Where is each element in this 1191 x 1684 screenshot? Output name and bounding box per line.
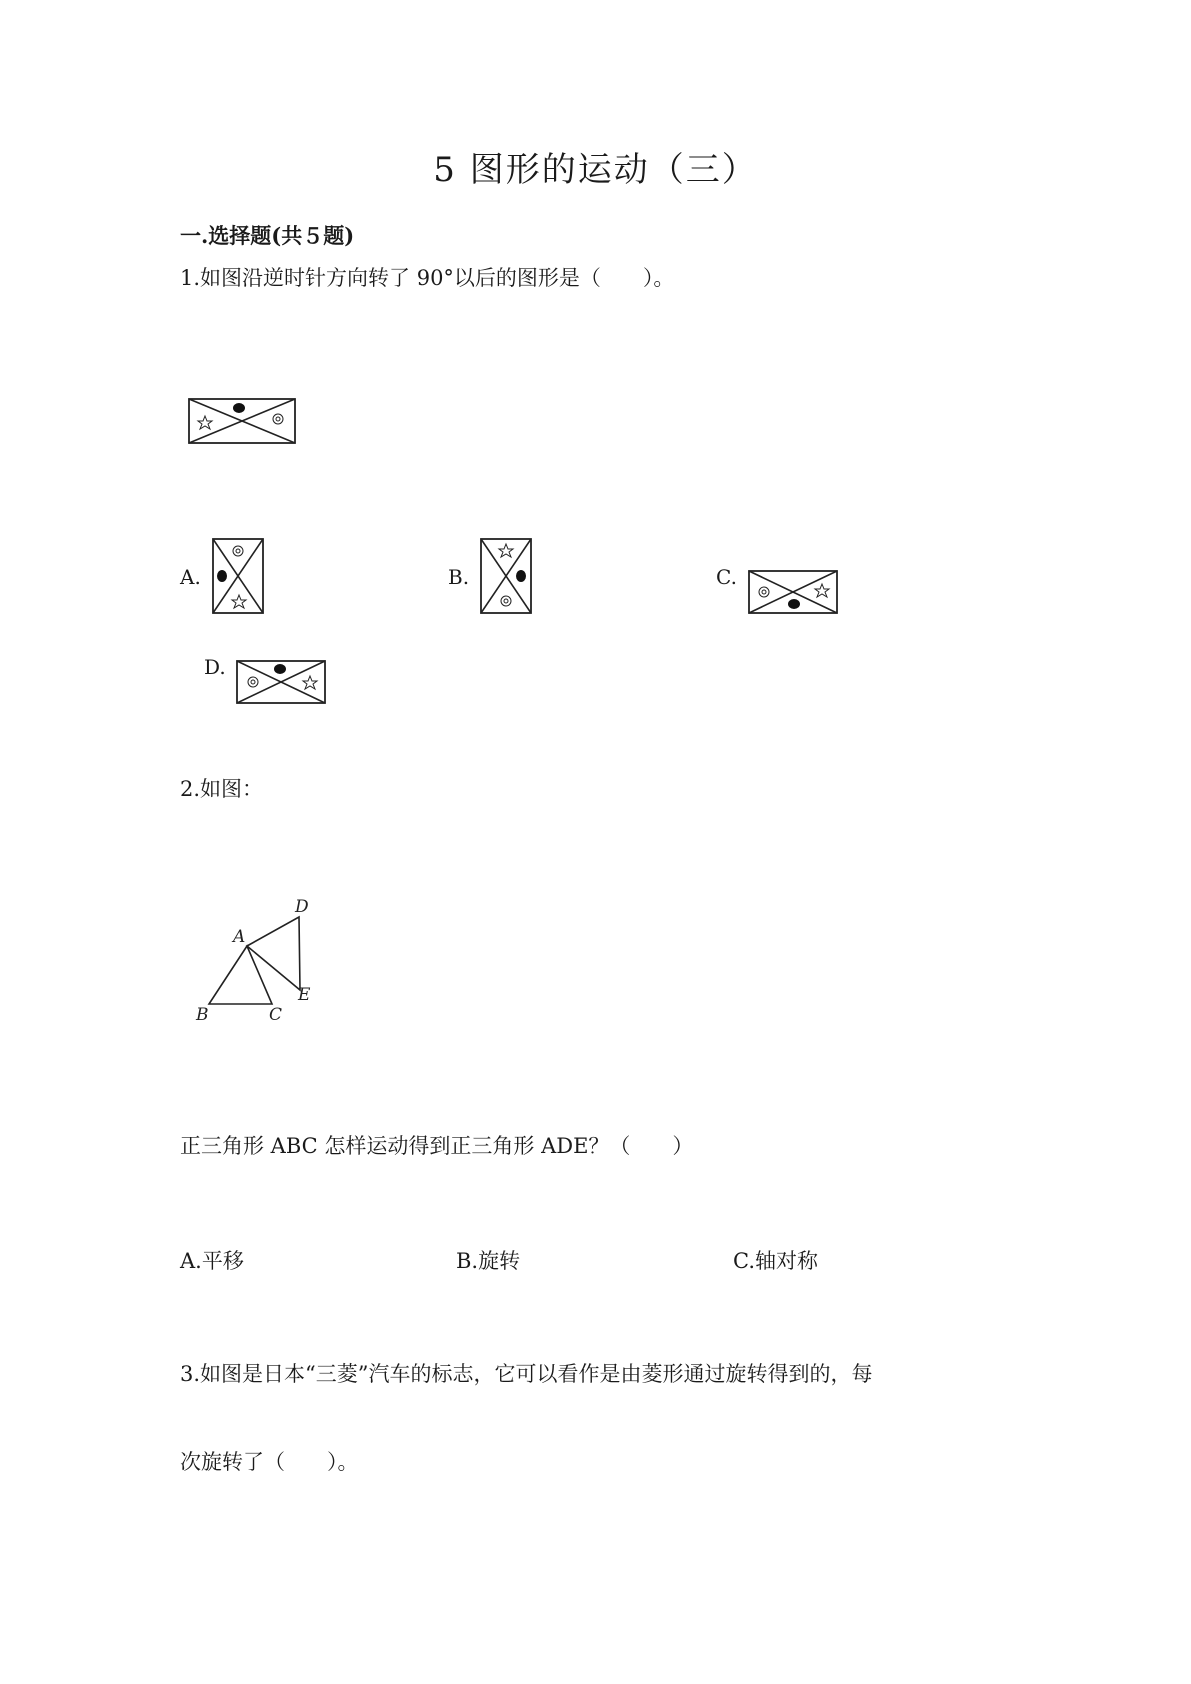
section-heading: 一.选择题(共５题): [180, 223, 355, 248]
label-a: A: [233, 927, 246, 947]
label-e: E: [298, 985, 311, 1005]
label-b: B: [196, 1005, 209, 1025]
q2-option-b[interactable]: B.旋转: [456, 1249, 521, 1273]
target-icon: [273, 414, 283, 424]
q1-option-c-label[interactable]: C.: [716, 565, 737, 589]
target-icon: [759, 587, 769, 597]
star-icon: [198, 416, 212, 429]
star-icon: [499, 544, 513, 557]
q2-option-c[interactable]: C.轴对称: [733, 1249, 818, 1273]
q1-original-figure: [188, 398, 298, 446]
star-icon: [232, 595, 246, 608]
page-title: 5 图形的运动（三）: [433, 150, 758, 190]
dot-icon: [516, 570, 526, 582]
triangle-abc: [209, 946, 272, 1004]
target-icon: [248, 677, 258, 687]
label-d: D: [295, 897, 309, 917]
dot-icon: [233, 403, 245, 413]
question-3-line-1: 3.如图是日本“三菱”汽车的标志，它可以看作是由菱形通过旋转得到的，每: [180, 1362, 873, 1386]
q1-option-d-label[interactable]: D.: [204, 655, 226, 679]
star-icon: [815, 584, 829, 597]
question-2-text: 2.如图：: [180, 777, 264, 801]
q1-option-a-figure[interactable]: [212, 538, 266, 616]
q1-option-a-label[interactable]: A.: [180, 565, 201, 589]
q1-option-b-label[interactable]: B.: [448, 565, 470, 589]
q1-option-d-figure[interactable]: [236, 660, 328, 706]
target-icon: [233, 546, 243, 556]
q1-option-b-figure[interactable]: [480, 538, 534, 616]
question-1-text: 1.如图沿逆时针方向转了 90°以后的图形是（ ）。: [180, 266, 675, 290]
triangle-ade: [247, 917, 300, 990]
q2-option-a[interactable]: A.平移: [180, 1249, 244, 1273]
question-3-line-2: 次旋转了（ ）。: [180, 1450, 359, 1474]
q2-triangle-figure: [185, 890, 325, 1040]
question-2-prompt: 正三角形 ABC 怎样运动得到正三角形 ADE？（ ）: [180, 1134, 694, 1158]
q1-option-c-figure[interactable]: [748, 570, 840, 616]
dot-icon: [274, 664, 286, 674]
star-icon: [303, 676, 317, 689]
label-c: C: [269, 1005, 283, 1025]
target-icon: [501, 596, 511, 606]
dot-icon: [788, 599, 800, 609]
dot-icon: [217, 570, 227, 582]
